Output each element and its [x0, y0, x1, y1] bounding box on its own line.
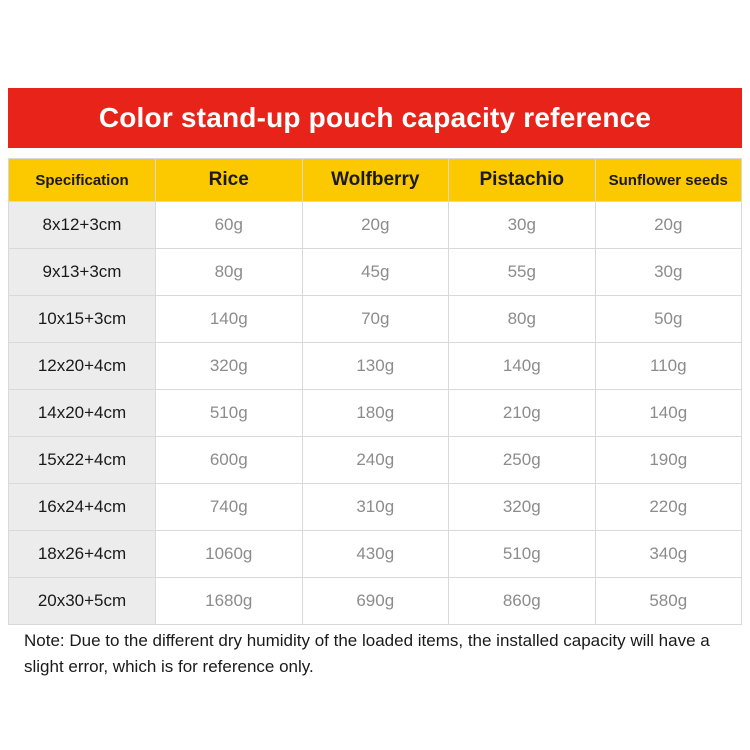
value-cell-pistachio: 860g: [449, 578, 596, 625]
value-cell-rice: 140g: [156, 296, 303, 343]
value-cell-sunflower-seeds: 110g: [595, 343, 742, 390]
table-row: [9, 437, 742, 484]
page-title: Color stand-up pouch capacity reference: [98, 102, 652, 133]
value-cell-rice: 60g: [156, 202, 303, 249]
table-row: [9, 343, 742, 390]
spec-cell: 8x12+3cm: [9, 202, 156, 249]
value-cell-wolfberry: 45g: [302, 249, 449, 296]
column-header-sunflower-seeds: Sunflower seeds: [595, 159, 742, 202]
column-header-specification: Specification: [9, 159, 156, 202]
value-cell-rice: 80g: [156, 249, 303, 296]
table-body: [9, 202, 742, 625]
value-cell-sunflower-seeds: 220g: [595, 484, 742, 531]
capacity-table: [8, 158, 742, 625]
column-header-wolfberry: Wolfberry: [302, 159, 449, 202]
value-cell-wolfberry: 240g: [302, 437, 449, 484]
table-row: [9, 296, 742, 343]
value-cell-sunflower-seeds: 50g: [595, 296, 742, 343]
spec-cell: 16x24+4cm: [9, 484, 156, 531]
table-row: [9, 578, 742, 625]
spec-cell: 20x30+5cm: [9, 578, 156, 625]
value-cell-rice: 510g: [156, 390, 303, 437]
value-cell-pistachio: 320g: [449, 484, 596, 531]
value-cell-pistachio: 210g: [449, 390, 596, 437]
table-row: [9, 531, 742, 578]
value-cell-sunflower-seeds: 20g: [595, 202, 742, 249]
table-row: [9, 249, 742, 296]
spec-cell: 12x20+4cm: [9, 343, 156, 390]
value-cell-wolfberry: 310g: [302, 484, 449, 531]
value-cell-pistachio: 510g: [449, 531, 596, 578]
value-cell-rice: 1680g: [156, 578, 303, 625]
value-cell-sunflower-seeds: 190g: [595, 437, 742, 484]
value-cell-pistachio: 250g: [449, 437, 596, 484]
table-header: [9, 159, 742, 202]
table-header-row: [9, 159, 742, 202]
spec-cell: 10x15+3cm: [9, 296, 156, 343]
value-cell-wolfberry: 130g: [302, 343, 449, 390]
column-header-rice: Rice: [156, 159, 303, 202]
value-cell-sunflower-seeds: 140g: [595, 390, 742, 437]
value-cell-rice: 320g: [156, 343, 303, 390]
title-banner: [8, 88, 742, 148]
value-cell-sunflower-seeds: 30g: [595, 249, 742, 296]
footnote: Note: Due to the different dry humidity of the loaded items, the installed capacity will have a slight error, which is for reference only.: [24, 631, 710, 676]
value-cell-rice: 1060g: [156, 531, 303, 578]
value-cell-pistachio: 30g: [449, 202, 596, 249]
value-cell-sunflower-seeds: 580g: [595, 578, 742, 625]
value-cell-pistachio: 55g: [449, 249, 596, 296]
value-cell-wolfberry: 430g: [302, 531, 449, 578]
value-cell-rice: 600g: [156, 437, 303, 484]
table-row: [9, 202, 742, 249]
spec-cell: 15x22+4cm: [9, 437, 156, 484]
value-cell-wolfberry: 180g: [302, 390, 449, 437]
value-cell-wolfberry: 20g: [302, 202, 449, 249]
column-header-pistachio: Pistachio: [449, 159, 596, 202]
value-cell-sunflower-seeds: 340g: [595, 531, 742, 578]
spec-cell: 18x26+4cm: [9, 531, 156, 578]
value-cell-rice: 740g: [156, 484, 303, 531]
value-cell-wolfberry: 690g: [302, 578, 449, 625]
table-row: [9, 484, 742, 531]
value-cell-pistachio: 140g: [449, 343, 596, 390]
value-cell-wolfberry: 70g: [302, 296, 449, 343]
value-cell-pistachio: 80g: [449, 296, 596, 343]
table-row: [9, 390, 742, 437]
spec-cell: 14x20+4cm: [9, 390, 156, 437]
spec-cell: 9x13+3cm: [9, 249, 156, 296]
